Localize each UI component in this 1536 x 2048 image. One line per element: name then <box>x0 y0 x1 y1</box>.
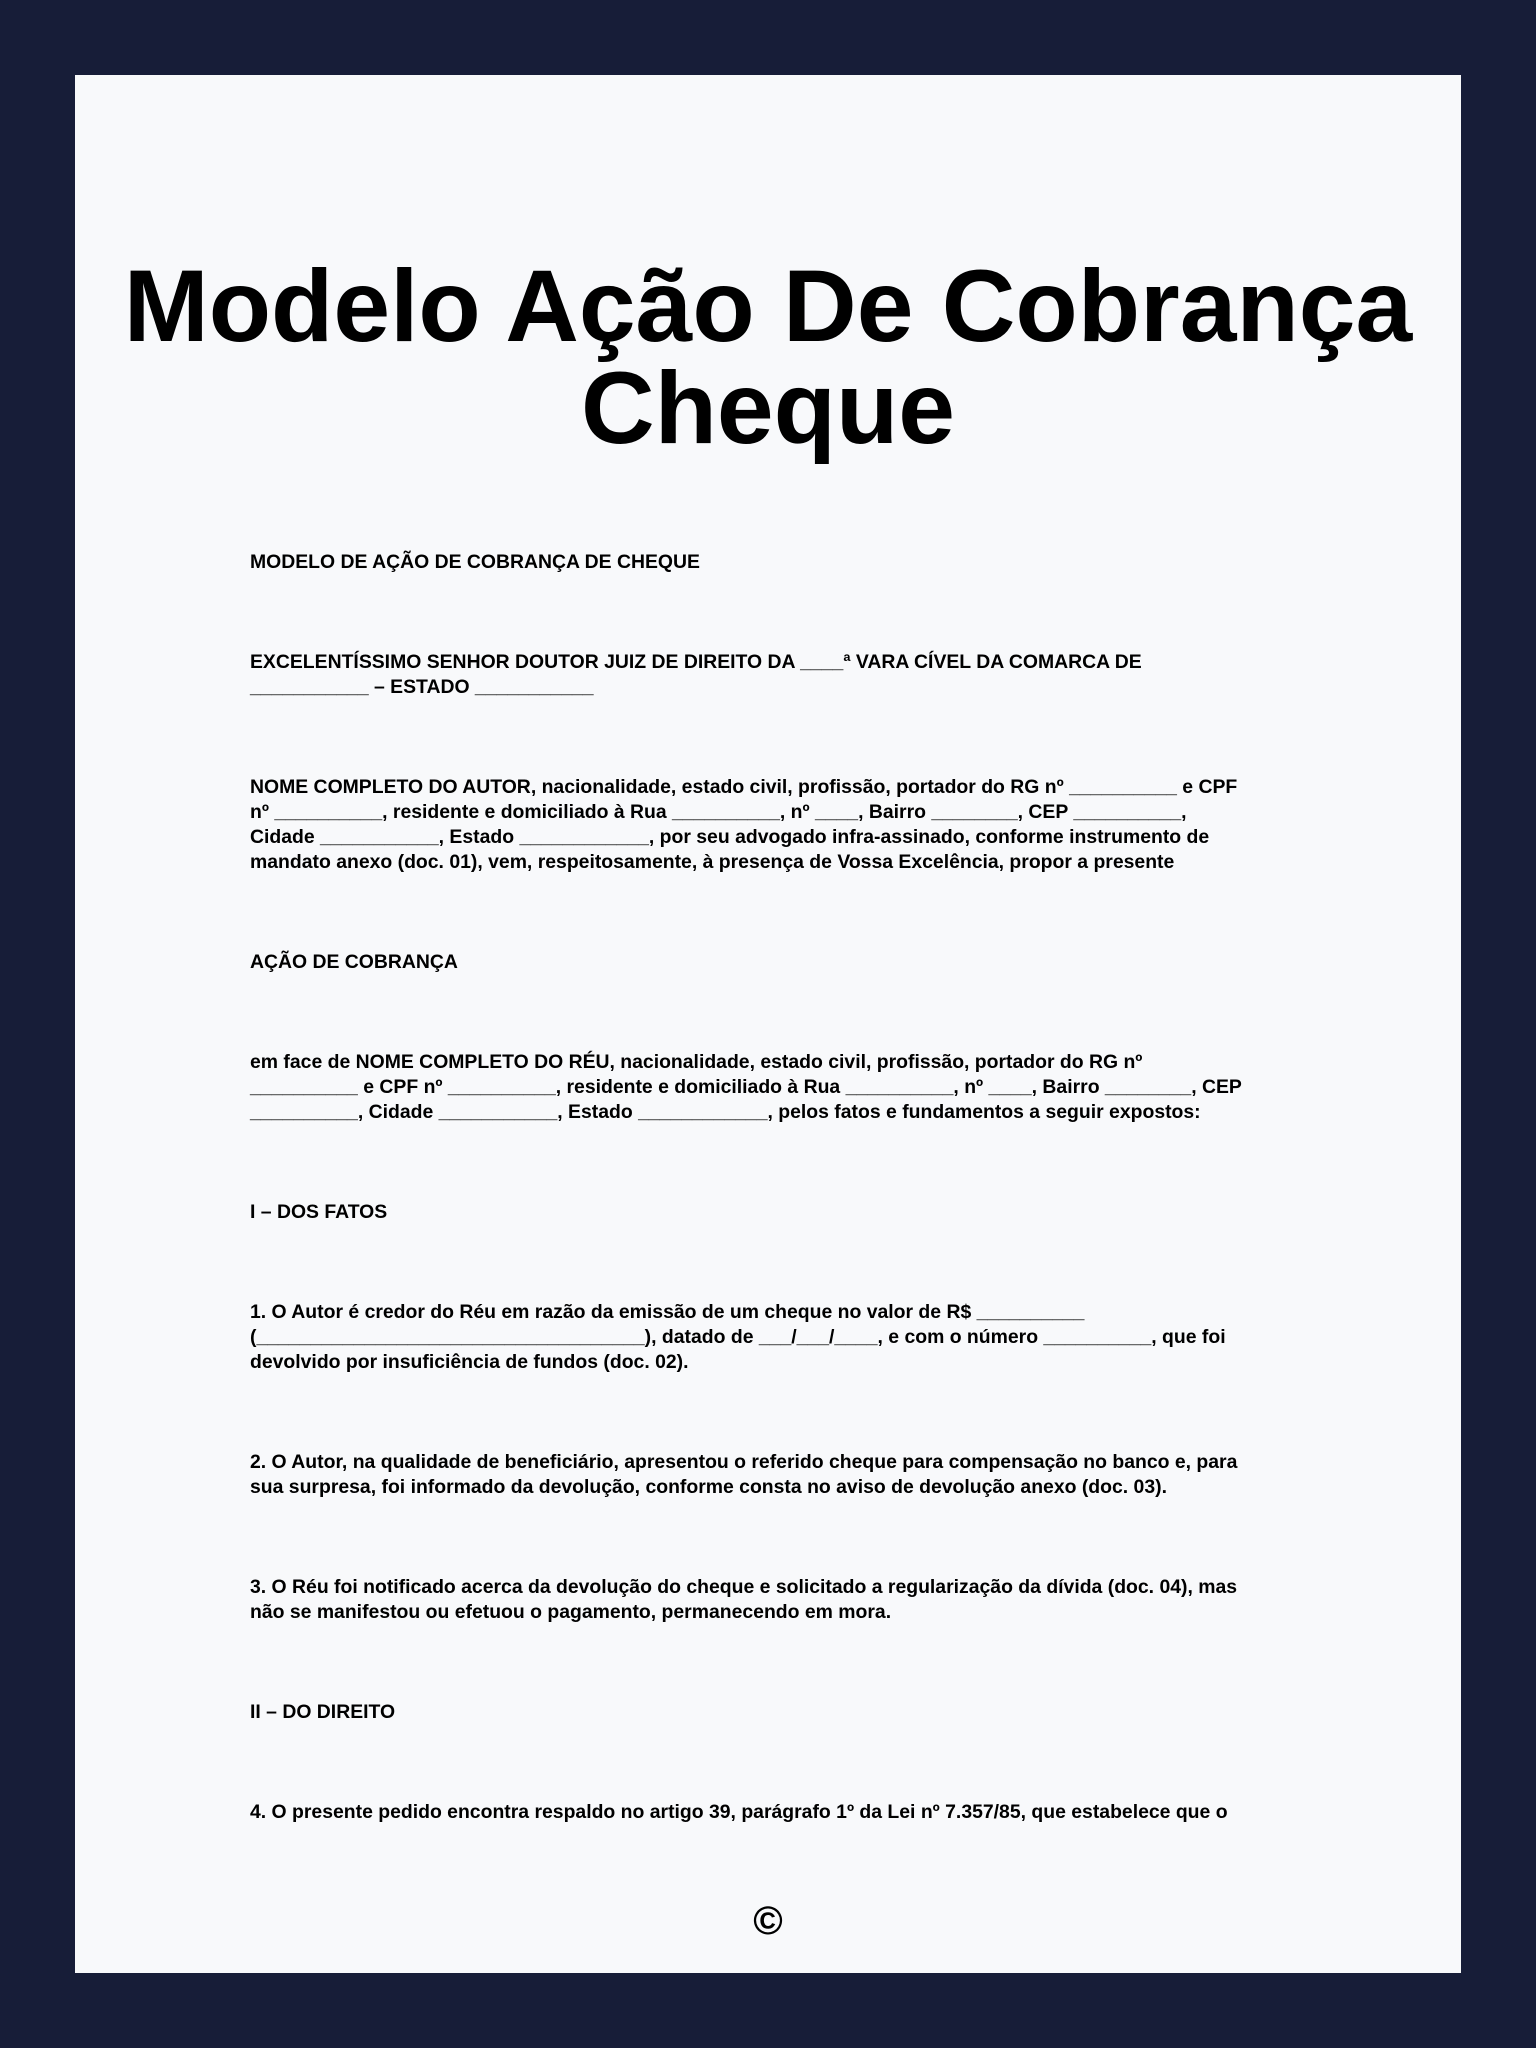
action-heading: AÇÃO DE COBRANÇA <box>250 951 458 973</box>
doc-heading: MODELO DE AÇÃO DE COBRANÇA DE CHEQUE <box>250 551 700 573</box>
section-facts-heading: I – DOS FATOS <box>250 1201 388 1223</box>
section-law-heading: II – DO DIREITO <box>250 1701 396 1723</box>
document-body <box>250 550 1360 1900</box>
fact-paragraph-1: 1. O Autor é credor do Réu em razão da emissão de um cheque no valor de R$ __________ (____________________________________), datado de ___/___/____, e com o número __________, que foi devolvido por insuficiência de fundos (doc. 02). <box>250 1301 1226 1373</box>
defendant-qualification: em face de NOME COMPLETO DO RÉU, nacionalidade, estado civil, profissão, portador do RG nº __________ e CPF nº __________, residente e domiciliado à Rua __________, nº ____, Bairro ________, CEP __________, Cidade ___________, Estado ____________, pelos fatos e fundamentos a seguir expostos: <box>250 1051 1242 1123</box>
author-qualification: NOME COMPLETO DO AUTOR, nacionalidade, estado civil, profissão, portador do RG nº __________ e CPF nº __________, residente e domiciliado à Rua __________, nº ____, Bairro ________, CEP __________, Cidade ___________, Estado ____________, por seu advogado infra-assinado, conforme instrumento de mandato anexo (doc. 01), vem, respeitosamente, à presença de Vossa Excelência, propor a presente <box>250 776 1238 873</box>
document-page <box>75 75 1461 1973</box>
fact-paragraph-2: 2. O Autor, na qualidade de beneficiário, apresentou o referido cheque para compensação no banco e, para sua surpresa, foi informado da devolução, conforme consta no aviso de devolução anexo (doc. 03). <box>250 1451 1238 1498</box>
copyright-icon: © <box>753 1899 783 1943</box>
fact-paragraph-3: 3. O Réu foi notificado acerca da devolução do cheque e solicitado a regularização da dívida (doc. 04), mas não se manifestou ou efetuou o pagamento, permanecendo em mora. <box>250 1576 1238 1623</box>
court-address: EXCELENTÍSSIMO SENHOR DOUTOR JUIZ DE DIREITO DA ____ª VARA CÍVEL DA COMARCA DE ___________ – ESTADO ___________ <box>250 651 1142 698</box>
law-paragraph-4: 4. O presente pedido encontra respaldo no artigo 39, parágrafo 1º da Lei nº 7.357/85, que estabelece que o <box>250 1801 1228 1823</box>
document-title: Modelo Ação De Cobrança Cheque <box>123 249 1413 465</box>
